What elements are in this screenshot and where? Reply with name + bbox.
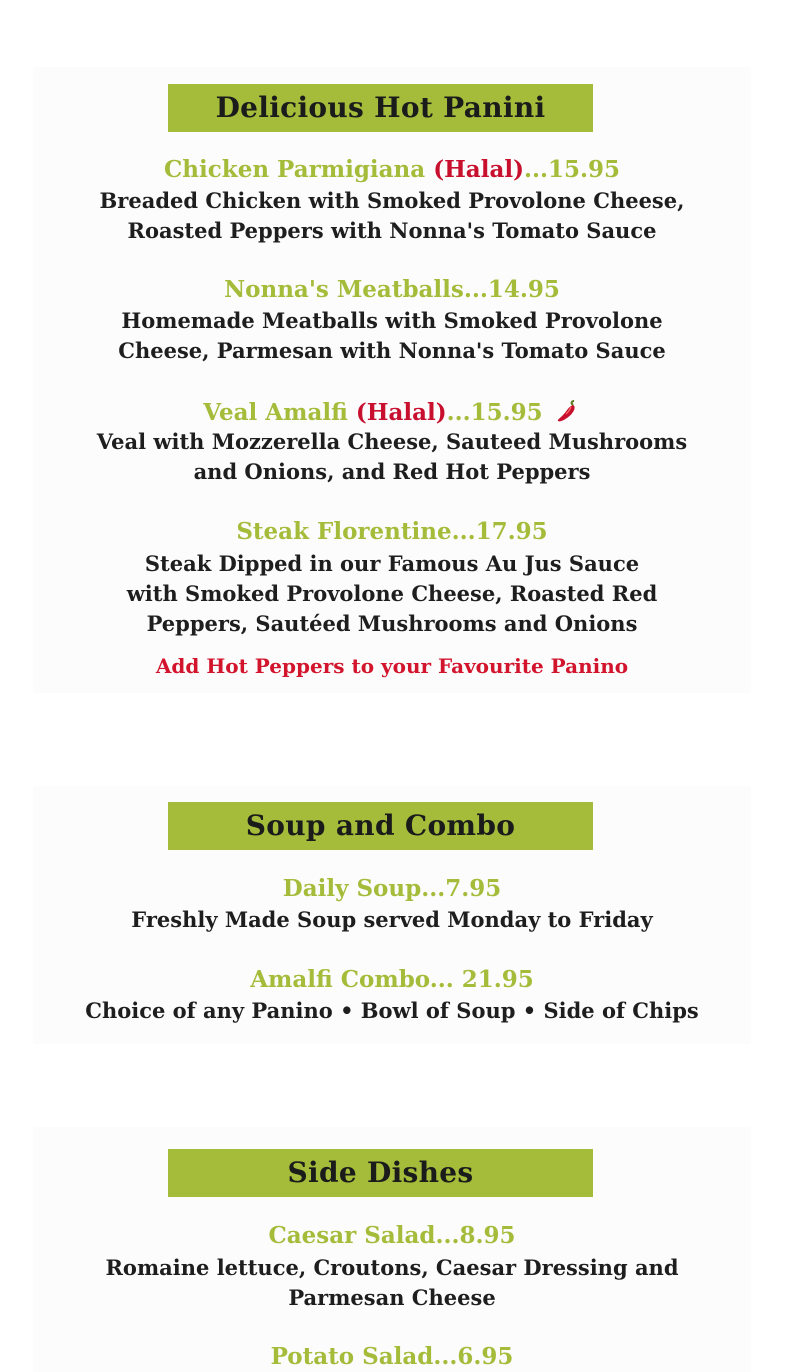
section-side-dishes xyxy=(33,1127,751,1372)
item-name: Chicken Parmigiana xyxy=(163,156,426,183)
item-title-steak-florentine: Steak Florentine...17.95 xyxy=(236,518,548,545)
item-title-potato-salad: Potato Salad...6.95 xyxy=(270,1343,514,1370)
item-title-caesar-salad: Caesar Salad...8.95 xyxy=(268,1222,516,1249)
item-price: ...15.95 xyxy=(446,399,543,426)
hot-pepper-icon xyxy=(555,398,581,430)
item-price: ...15.95 xyxy=(523,156,621,183)
item-title-veal-amalfi xyxy=(33,398,751,430)
item-title-chicken-parmigiana xyxy=(33,157,751,183)
section-title-panini: Delicious Hot Panini xyxy=(168,84,593,132)
item-desc-line: Breaded Chicken with Smoked Provolone Cheese, xyxy=(99,188,685,213)
item-title-daily-soup: Daily Soup...7.95 xyxy=(282,875,502,902)
item-desc-line: with Smoked Provolone Cheese, Roasted Red xyxy=(126,581,658,606)
item-desc-line: Romaine lettuce, Croutons, Caesar Dressing and xyxy=(105,1255,679,1280)
section-title-soup-combo: Soup and Combo xyxy=(168,802,593,850)
item-desc-line: Roasted Peppers with Nonna's Tomato Sauce xyxy=(127,218,657,243)
halal-tag: (Halal) xyxy=(433,156,524,183)
section-title-side-dishes: Side Dishes xyxy=(168,1149,593,1197)
section-panini xyxy=(33,67,751,693)
halal-tag: (Halal) xyxy=(355,399,447,426)
item-title-amalfi-combo: Amalfi Combo... 21.95 xyxy=(250,966,534,993)
item-desc-line: Parmesan Cheese xyxy=(288,1285,496,1310)
item-title-nonnas-meatballs: Nonna's Meatballs...14.95 xyxy=(224,276,560,303)
hot-peppers-note: Add Hot Peppers to your Favourite Panino xyxy=(155,654,629,678)
item-desc-line: Steak Dipped in our Famous Au Jus Sauce xyxy=(144,551,640,576)
item-desc-line: Freshly Made Soup served Monday to Friday xyxy=(131,907,653,932)
item-desc-line: Peppers, Sautéed Mushrooms and Onions xyxy=(146,611,638,636)
item-desc-line: and Onions, and Red Hot Peppers xyxy=(193,459,591,484)
section-soup-combo xyxy=(33,786,751,1044)
item-desc-line: Cheese, Parmesan with Nonna's Tomato Sauce xyxy=(118,338,666,363)
item-desc-line: Veal with Mozzerella Cheese, Sauteed Mushrooms xyxy=(96,429,688,454)
item-desc-line: Choice of any Panino • Bowl of Soup • Side of Chips xyxy=(85,998,699,1023)
item-name: Veal Amalfi xyxy=(203,399,348,426)
item-desc-line: Homemade Meatballs with Smoked Provolone xyxy=(121,308,663,333)
